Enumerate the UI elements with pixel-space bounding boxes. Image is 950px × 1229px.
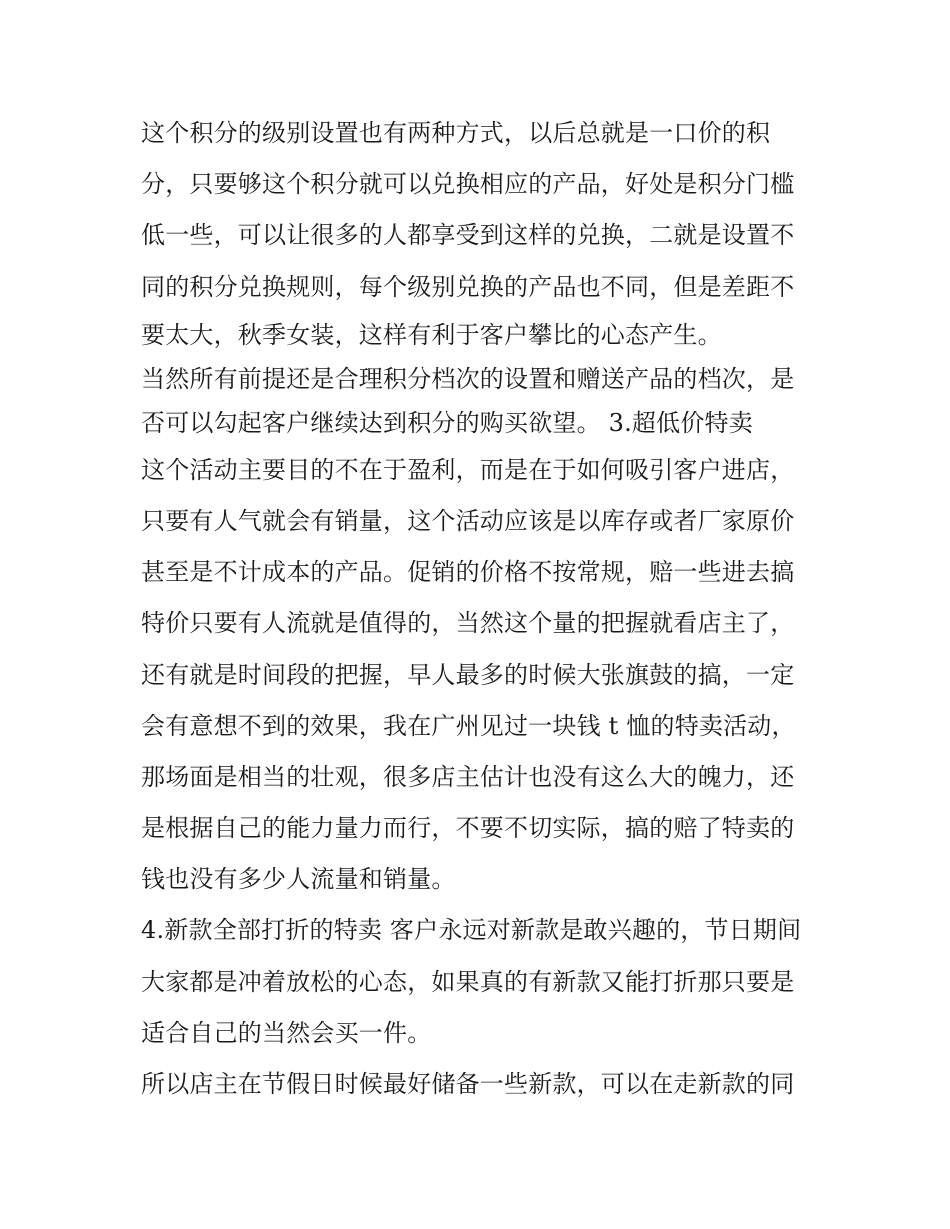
text-line: 这个积分的级别设置也有两种方式，以后总就是一口价的积: [141, 119, 771, 147]
text-line: 否可以勾起客户继续达到积分的购买欲望。 3.超低价特卖: [141, 408, 753, 437]
text-line: 适合自己的当然会买一件。: [141, 1018, 432, 1047]
text-line: 低一些，可以让很多的人都享受到这样的兑换，二就是设置不: [141, 221, 795, 250]
body-text: [141, 108, 821, 1110]
text-line: 这个活动主要目的不在于盈利，而是在于如何吸引客户进店，: [141, 455, 795, 484]
text-line: 分，只要够这个积分就可以兑换相应的产品，好处是积分门槛: [141, 170, 795, 199]
text-line: 那场面是相当的壮观，很多店主估计也没有这么大的魄力，还: [141, 762, 795, 791]
text-line: 同的积分兑换规则，每个级别兑换的产品也不同，但是差距不: [141, 272, 795, 301]
text-line: 钱也没有多少人流量和销量。: [141, 865, 456, 894]
text-line: 会有意想不到的效果，我在广州见过一块钱 t 恤的特卖活动，: [141, 711, 796, 740]
text-line: 当然所有前提还是合理积分档次的设置和赠送产品的档次，是: [141, 364, 795, 393]
text-line: 4.新款全部打折的特卖 客户永远对新款是敢兴趣的，节日期间: [141, 916, 802, 945]
text-line: 是根据自己的能力量力而行，不要不切实际，搞的赔了特卖的: [141, 814, 795, 843]
text-line: 要太大，秋季女装，这样有利于客户攀比的心态产生。: [141, 320, 722, 349]
text-line: 大家都是冲着放松的心态，如果真的有新款又能打折那只要是: [141, 967, 795, 996]
text-line: 还有就是时间段的把握，早人最多的时候大张旗鼓的搞，一定: [141, 660, 795, 689]
text-line: 只要有人气就会有销量，这个活动应该是以库存或者厂家原价: [141, 506, 795, 535]
text-line: 特价只要有人流就是值得的，当然这个量的把握就看店主了，: [141, 609, 795, 638]
text-line: 甚至是不计成本的产品。促销的价格不按常规，赔一些进去搞: [141, 558, 795, 587]
text-line: 所以店主在节假日时候最好储备一些新款，可以在走新款的同: [141, 1070, 795, 1098]
